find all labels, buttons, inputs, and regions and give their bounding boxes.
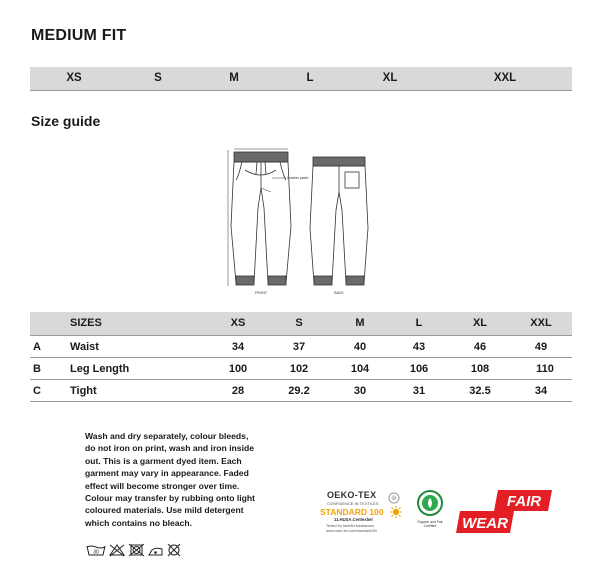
table-cell: 43 bbox=[412, 341, 426, 353]
table-cell: 28 bbox=[231, 385, 245, 397]
column-header: L bbox=[415, 317, 423, 329]
care-icons-row bbox=[86, 543, 201, 557]
fair-wear-line2: WEAR bbox=[462, 515, 508, 532]
column-header: S bbox=[295, 317, 303, 329]
table-cell: 102 bbox=[289, 363, 309, 375]
table-cell: 46 bbox=[473, 341, 487, 353]
size-label: S bbox=[154, 72, 162, 84]
wash-30-icon bbox=[87, 546, 105, 556]
oeko-cert: 11.HUSA.Centexbel bbox=[334, 517, 373, 522]
oeko-tex-logo bbox=[320, 490, 402, 538]
table-cell: 108 bbox=[470, 363, 490, 375]
oeko-emblem-icon bbox=[388, 492, 400, 504]
column-header: XS bbox=[230, 317, 246, 329]
no-dry-clean-icon bbox=[168, 544, 180, 556]
size-label: XS bbox=[66, 72, 82, 84]
care-instructions: Wash and dry separately, colour bleeds, do not iron on print, wash and iron inside out. This is a garment dyed item. Each garment may vary in appearance. Faded effect will become stronger over time. Colour may transfer by rubbing onto light coloured materials. Use mild detergent which contains no bleach. bbox=[85, 431, 255, 528]
oeko-sun-icon bbox=[390, 506, 402, 518]
header-sizes: SIZES bbox=[70, 317, 102, 329]
row-name: Tight bbox=[70, 385, 97, 397]
size-bar bbox=[30, 67, 572, 91]
row-letter: B bbox=[33, 363, 41, 375]
table-cell: 34 bbox=[534, 385, 548, 397]
front-label: FRONT bbox=[254, 291, 268, 295]
row-letter: C bbox=[33, 385, 41, 397]
row-name: Waist bbox=[70, 341, 99, 353]
table-cell: 30 bbox=[353, 385, 367, 397]
size-label: L bbox=[306, 72, 314, 84]
iron-low-icon bbox=[149, 548, 162, 555]
oeko-fine-print: Tested for harmful substances www.oeko-tex.com/standard100 bbox=[326, 524, 378, 533]
fit-title: MEDIUM FIT bbox=[31, 27, 127, 44]
table-row bbox=[30, 358, 572, 380]
table-cell: 29.2 bbox=[288, 385, 310, 397]
table-cell: 37 bbox=[292, 341, 306, 353]
table-header bbox=[30, 312, 572, 336]
table-cell: 31 bbox=[412, 385, 426, 397]
table-cell: 100 bbox=[228, 363, 248, 375]
table-cell: 106 bbox=[409, 363, 429, 375]
oeko-tagline: CONFIDENCE IN TEXTILES bbox=[327, 501, 379, 506]
wash-temp: 30 bbox=[93, 549, 99, 556]
size-table bbox=[30, 312, 572, 402]
no-bleach-icon bbox=[110, 545, 124, 556]
back-label: BACK bbox=[334, 291, 344, 295]
table-cell: 49 bbox=[534, 341, 548, 353]
pants-diagram bbox=[224, 148, 374, 298]
table-cell: 104 bbox=[350, 363, 370, 375]
gots-label: Organic and Fair Certified bbox=[417, 520, 443, 528]
row-name: Leg Length bbox=[70, 363, 130, 375]
column-header: XXL bbox=[530, 317, 552, 329]
table-row bbox=[30, 336, 572, 358]
no-tumble-dry-icon bbox=[129, 544, 144, 556]
table-cell: 110 bbox=[536, 363, 554, 375]
gots-logo bbox=[414, 490, 446, 530]
table-cell: 34 bbox=[231, 341, 245, 353]
oeko-standard: STANDARD 100 bbox=[320, 507, 384, 517]
column-header: M bbox=[355, 317, 365, 329]
size-guide-title: Size guide bbox=[31, 113, 101, 129]
row-letter: A bbox=[33, 341, 41, 353]
fair-wear-line1: FAIR bbox=[506, 493, 542, 510]
callout-label: Leather patch bbox=[287, 176, 309, 180]
size-label: XXL bbox=[493, 72, 517, 84]
gots-badge-icon bbox=[414, 490, 446, 518]
size-label: XL bbox=[382, 72, 398, 84]
table-row bbox=[30, 380, 572, 402]
column-header: XL bbox=[472, 317, 488, 329]
size-label: M bbox=[229, 72, 239, 84]
table-cell: 32.5 bbox=[469, 385, 491, 397]
fair-wear-logo bbox=[456, 489, 556, 535]
table-cell: 40 bbox=[353, 341, 367, 353]
oeko-brand: OEKO-TEX bbox=[327, 490, 377, 500]
